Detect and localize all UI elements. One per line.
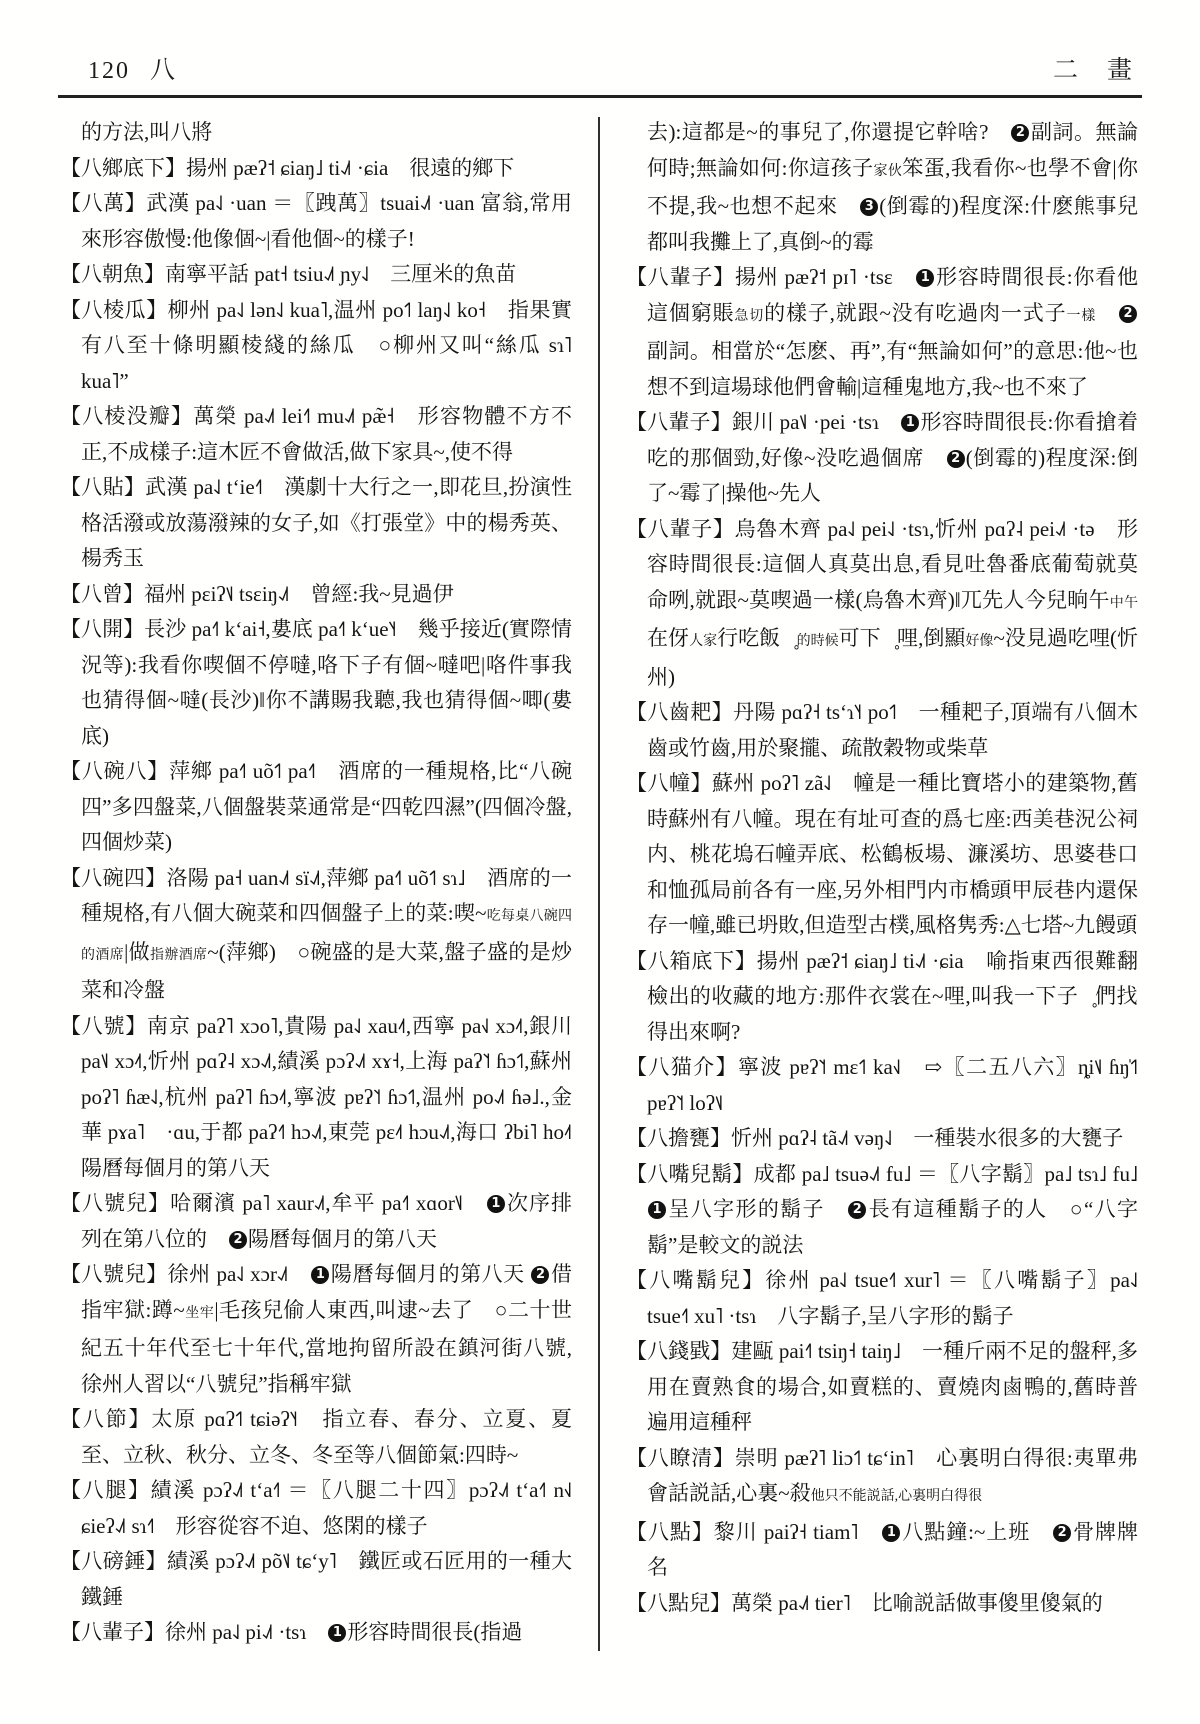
dictionary-entry xyxy=(626,260,1138,405)
circled-number: 2 xyxy=(1011,124,1029,142)
entry-text: 形容時間很長:你看搶着吃的那個勁,好像~没吃過個席 xyxy=(647,410,1138,470)
annotation-small-text: 家伙 xyxy=(873,163,903,179)
entry-text: 【八瞭清】崇明 pæʔ˥ liɔ˦˥ tɕʻin˥ 心裏明白得很:夷單弗會話説話,心裏~殺 xyxy=(626,1445,1138,1505)
entry-text: |做 xyxy=(124,939,150,964)
entry-text: 【八輩子】徐州 pa˨˩ pi˨˩˦ ·tsɿ xyxy=(60,1620,328,1644)
entry-text: 次序排列在第八位的 xyxy=(81,1191,572,1251)
entry-text: 的樣子,就跟~没有吃過肉一式子 xyxy=(764,300,1067,325)
entry-continuation xyxy=(60,115,572,151)
circled-number: 2 xyxy=(1053,1524,1071,1542)
entry-text: 行吃飯嗓̥ xyxy=(717,626,797,650)
entry-text: 呈八字形的鬍子 xyxy=(667,1197,848,1221)
circled-number: 2 xyxy=(947,450,965,468)
dictionary-entry xyxy=(626,766,1138,944)
circled-number: 1 xyxy=(916,269,934,287)
annotation-small-text: 人家 xyxy=(689,634,718,649)
dictionary-entry xyxy=(626,1586,1138,1622)
dictionary-entry xyxy=(60,1186,572,1257)
circled-number: 1 xyxy=(487,1195,505,1213)
entry-text: 形容時間很長:你看他這個窮賬 xyxy=(647,265,1138,325)
entry-text: 【八錢戥】建甌 pai˧˥ tsiŋ˧ taiŋ˩ 一種斤兩不足的盤秤,多用在賣熟食的場合,如賣糕的、賣燒肉鹵鴨的,舊時普遍用這種秤 xyxy=(626,1339,1138,1434)
annotation-small-text: 中午 xyxy=(1109,595,1138,611)
entry-text: 笨蛋,我看你~也學不會|你不提,我~也想不起來 xyxy=(647,155,1138,218)
entry-text: |毛孩兒偷人東西,叫逮~去了 ○二十世紀五十年代至七十年代,當地拘留所設在鎮河街八號,徐州人習以“八號兒”指稱牢獄 xyxy=(81,1297,573,1396)
entry-text: 【八貼】武漢 pa˨˩ tʻie˧˥ 漢劇十大行之一,即花旦,扮演性格活潑或放蕩潑辣的女子,如《打張堂》中的楊秀英、楊秀玉 xyxy=(60,475,572,570)
entry-continuation xyxy=(626,115,1138,260)
entry-text: 【八號】南京 paʔ˥ xɔo˥,貴陽 pa˨˩ xau˨˦,西寧 pa˧˩ xɔ˨˦,銀川 pa˦˩ xɔ˨˦,忻州 pɑʔ˨ xɔ˨˩˦,績溪 pɔʔ˨˩˦ xɤ˧,上海 paʔ˥˦ ɦɔ˦˥,蘇州 poʔ˥ ɦæ˨˩,杭州 paʔ˥ ɦɔ˨˦,寧波 pɐʔ˥˦ ɦɔ˦˥,温州 po˨˩˦ ɦə˩.,金華 pɤa˥ ·ɑu,于都 paʔ˧˥ hɔ˨˩˦,東莞 pɛ˨˦ hɔu˨˩˦,海口 ʔbi˥ ho˨˦ 陽曆每個月的第八天 xyxy=(60,1013,593,1180)
entry-text: 【八箱底下】揚州 pæʔ˦ ɕiaŋ˩ ti˨˩˦ ·ɕia 喻指東西很難翻檢出的收藏的地方:那件衣裳在~哩,叫我一下子怎̥們找得出來啊? xyxy=(626,948,1138,1044)
dictionary-entry xyxy=(60,861,572,1009)
circled-number: 1 xyxy=(882,1524,900,1542)
entry-text: 【八朝魚】南寧平話 pat˧ tsiu˨˩˦ ɲy˨˩ 三厘米的魚苗 xyxy=(60,262,517,286)
dictionary-entry xyxy=(60,1615,572,1651)
dictionary-entry xyxy=(60,1257,572,1402)
entry-text: 【八齒耙】丹陽 pɑʔ˧ tsʻɿ˥˧ po˦˥ 一種耙子,頂端有八個木齒或竹齒,用於聚攏、疏散穀物或柴草 xyxy=(626,700,1138,760)
entry-text: 【八曾】福州 pɛiʔ˦˩ tsɛiŋ˨˩˦ 曾經:我~見過伊 xyxy=(60,581,454,606)
entry-text: 【八嘴鬍兒】徐州 pa˨˩ tsue˧˥ xur˥ ＝〖八嘴鬍子〗pa˨˩ tsue˧˥ xu˥ ·tsɿ 八字鬍子,呈八字形的鬍子 xyxy=(626,1268,1138,1328)
entry-text: 【八點】黎川 paiʔ˧ tiam˥ xyxy=(626,1519,882,1544)
entry-text: (倒霉的)程度深:什麽熊事兒都叫我攤上了,真倒~的霉 xyxy=(647,194,1138,254)
right-column xyxy=(626,115,1159,1651)
circled-number: 3 xyxy=(860,198,878,216)
dictionary-entry xyxy=(626,1050,1138,1121)
dictionary-entry xyxy=(626,405,1138,512)
annotation-small-text: 的時候 xyxy=(796,634,839,649)
entry-text: 【八鄉底下】揚州 pæʔ˦ ɕiaŋ˩ ti˨˩˦ ·ɕia 很遠的鄉下 xyxy=(60,155,515,180)
dictionary-entry xyxy=(60,754,572,861)
entry-text: 【八碗八】萍鄉 pa˧˥ uõ˦˥ pa˧˥ 酒席的一種規格,比“八碗四”多四盤菜,八個盤裝菜通常是“四乾四濕”(四個冷盤,四個炒菜) xyxy=(60,759,572,854)
entry-text: 【八嘴兒鬍】成都 pa˩ tsuə˨˩˦ fu˩ ＝〖八字鬍〗pa˩ tsɿ˩ fu˩ xyxy=(626,1161,1159,1186)
circled-number: 2 xyxy=(531,1266,549,1284)
entry-text: 借指牢獄:蹲~ xyxy=(81,1262,572,1322)
entry-text: 【八腿】績溪 pɔʔ˨˩˦ tʻa˧˥ ＝〖八腿二十四〗pɔʔ˨˩˦ tʻa˧˥ n˧˩ ɕieʔ˨˩˦ sɿ˧˥ 形容從容不迫、悠閑的樣子 xyxy=(60,1478,572,1538)
dictionary-entry xyxy=(626,1263,1138,1334)
dictionary-entry xyxy=(60,293,572,400)
annotation-small-text: 一樣 xyxy=(1066,308,1097,324)
entry-text: ~(萍鄉) ○碗盛的是大菜,盤子盛的是炒菜和冷盤 xyxy=(81,939,573,1002)
left-column xyxy=(60,115,593,1651)
entry-text: 【八輩子】烏魯木齊 pa˨˩ pei˨˩ ·tsɿ,忻州 pɑʔ˨ pei˨˩˦ ·tə 形容時間很長:這個人真莫出息,看見吐魯番底葡萄就莫命咧,就跟~莫喫過一樣(烏魯木齊)‖兀先人今兒晌午 xyxy=(626,516,1138,612)
dictionary-entry xyxy=(626,1121,1138,1157)
entry-text: 【八磅錘】績溪 pɔʔ˨˩˦ põ˦˩ tɕʻy˥ 鐵匠或石匠用的一種大鐵錘 xyxy=(60,1549,572,1609)
entry-text xyxy=(1096,301,1118,325)
entry-text: 【八萬】武漢 pa˨˩ ·uan ＝〖跩萬〗tsuai˨˩˦ ·uan 富翁,常用來形容傲慢:他像個~|看他個~的樣子! xyxy=(60,191,572,251)
dictionary-entry xyxy=(60,399,572,470)
entry-text: 可下賤̥哩,倒顯 xyxy=(838,626,966,650)
entry-text: 【八擔甕】忻州 pɑʔ˨ tã˨˩˦ vəŋ˨˩ 一種裝水很多的大甕子 xyxy=(626,1126,1124,1150)
dictionary-entry xyxy=(60,151,572,187)
dictionary-entry xyxy=(626,1157,1159,1264)
entry-text: 【八輩子】揚州 pæʔ˦ pɪ˥ ·tsɛ xyxy=(626,265,916,289)
annotation-small-text: 好像 xyxy=(965,634,994,649)
dictionary-entry xyxy=(60,1402,572,1473)
dictionary-entry xyxy=(626,695,1138,766)
entry-text: 【八棱瓜】柳州 pa˨˩ lən˨˩ kua˥,温州 po˦˥ laŋ˨˩ ko˧ 指果實有八至十條明顯棱綫的絲瓜 ○柳州又叫“絲瓜 sɿ˥ kua˥” xyxy=(60,297,572,393)
dictionary-entry xyxy=(626,944,1138,1051)
entry-text: 【八猫介】寧波 pɐʔ˥˦ mɛ˦˥ ka˧˩ ⇨〖二五八六〗ȵi˦˩ ɦŋ̍˦˥ pɐʔ˥˦ loʔ˦˩ xyxy=(626,1055,1138,1115)
stroke-section-label: 二 畫 xyxy=(1052,57,1134,84)
circled-number: 1 xyxy=(311,1266,329,1284)
circled-number: 1 xyxy=(648,1201,666,1219)
annotation-small-text: 他只不能説話,心裏明白得很 xyxy=(810,1489,983,1504)
entry-text: 【八號兒】徐州 pa˨˩ xɔr˨˩˦ xyxy=(60,1262,311,1286)
entry-text: 【八號兒】哈爾濱 pa˥ xaur˨˩˦,牟平 pa˧˥ xɑor˥˩ xyxy=(60,1191,486,1215)
header-left xyxy=(88,50,175,86)
entry-text: (倒霉的)程度深:倒了~霉了|操他~先人 xyxy=(647,445,1138,505)
entry-text: 的方法,叫八將 xyxy=(81,120,213,144)
entry-text: 陽曆每個月的第八天 xyxy=(330,1262,531,1286)
dictionary-entry xyxy=(60,1009,593,1187)
dictionary-entry xyxy=(60,1473,572,1544)
dictionary-entry xyxy=(60,470,572,577)
dictionary-entry xyxy=(626,512,1138,696)
circled-number: 2 xyxy=(1119,305,1137,323)
dictionary-entry xyxy=(60,186,572,257)
dictionary-entry xyxy=(60,612,572,754)
entry-text: 去):這都是~的事兒了,你還提它幹啥? xyxy=(647,120,1011,144)
dictionary-entry xyxy=(60,1544,572,1615)
entry-text: 【八輩子】銀川 pa˦˩ ·pei ·tsɿ xyxy=(626,410,901,434)
entry-text: 【八點兒】萬榮 pa˨˩˦ tier˥ 比喻説話做事傻里傻氣的 xyxy=(626,1590,1103,1615)
circled-number: 1 xyxy=(328,1624,346,1642)
entry-text: 【八棱没瓣】萬榮 pa˨˩˦ lei˧˥ mu˨˩˦ pæ̃˧ 形容物體不方不正,不成樣子:這木匠不會做活,做下家具~,使不得 xyxy=(60,404,572,464)
entry-text: 骨牌牌名 xyxy=(647,1519,1138,1579)
dictionary-entry xyxy=(626,1441,1138,1515)
entry-text: 【八開】長沙 pa˧˥ kʻai˧,婁底 pa˧˥ kʻue˥˧ 幾乎接近(實際情況等):我看你喫個不停噠,咯下子有個~噠吧|咯件事我也猜得個~噠(長沙)‖你不講賜我聽,我也猜得個~唧(婁底) xyxy=(60,617,572,748)
entry-text: 【八節】太原 pɑʔ˦˥ tɕiəʔ˥˧ 指立春、春分、立夏、夏至、立秋、秋分、立冬、冬至等八個節氣:四時~ xyxy=(60,1407,572,1467)
radical-char: 八 xyxy=(150,57,176,84)
circled-number: 2 xyxy=(229,1231,247,1249)
annotation-small-text: 指辦酒席 xyxy=(149,947,208,963)
page-header xyxy=(0,0,1200,86)
dictionary-entry xyxy=(626,1515,1138,1586)
entry-text: 副詞。相當於“怎麽、再”,有“無論如何”的意思:他~也想不到這場球他們會輸|這種鬼地方,我~也不來了 xyxy=(647,339,1138,399)
entry-text: 在伢 xyxy=(647,626,690,650)
entry-text: 【八碗四】洛陽 pa˧ uan˨˩˦ sï˨˩˦,萍鄉 pa˧˥ uõ˦˥ sɿ˩ 酒席的一種規格,有八個大碗菜和四個盤子上的菜:喫~ xyxy=(60,865,572,925)
annotation-small-text: 坐牢 xyxy=(184,1305,215,1321)
annotation-small-text: 急切 xyxy=(734,308,765,324)
dictionary-entry xyxy=(60,257,572,293)
circled-number: 2 xyxy=(848,1201,866,1219)
entry-text: 形容時間很長(指過 xyxy=(347,1620,523,1644)
page-number: 120 xyxy=(88,58,130,84)
text-columns xyxy=(0,98,1200,1651)
dictionary-entry xyxy=(60,577,572,613)
annotation-small-text: 吃每桌八碗四的酒席 xyxy=(81,909,572,963)
entry-text: 長有這種鬍子的人 ○“八字鬍”是較文的説法 xyxy=(647,1197,1138,1257)
column-divider xyxy=(598,117,600,1651)
circled-number: 1 xyxy=(901,414,919,432)
entry-text: 八點鐘:~上班 xyxy=(901,1519,1053,1544)
entry-text: 副詞。無論何時;無論如何:你這孩子 xyxy=(647,120,1139,180)
entry-text: 陽曆每個月的第八天 xyxy=(248,1226,437,1251)
dictionary-entry xyxy=(626,1334,1138,1441)
entry-text: ~没見過吃哩(忻州) xyxy=(647,626,1139,689)
entry-text: 【八幢】蘇州 poʔ˥ zã˨˩ 幢是一種比寶塔小的建築物,舊時蘇州有八幢。現在有址可查的爲七座:西美巷況公祠内、桃花塢石幢弄底、松鶴板場、濂溪坊、思婆巷口和恤孤局前各有一座,另外相門内市橋頭甲辰巷内還保存一幢,雖已坍敗,但造型古樸,風格隽秀:△七塔~九饅頭 xyxy=(626,771,1138,937)
